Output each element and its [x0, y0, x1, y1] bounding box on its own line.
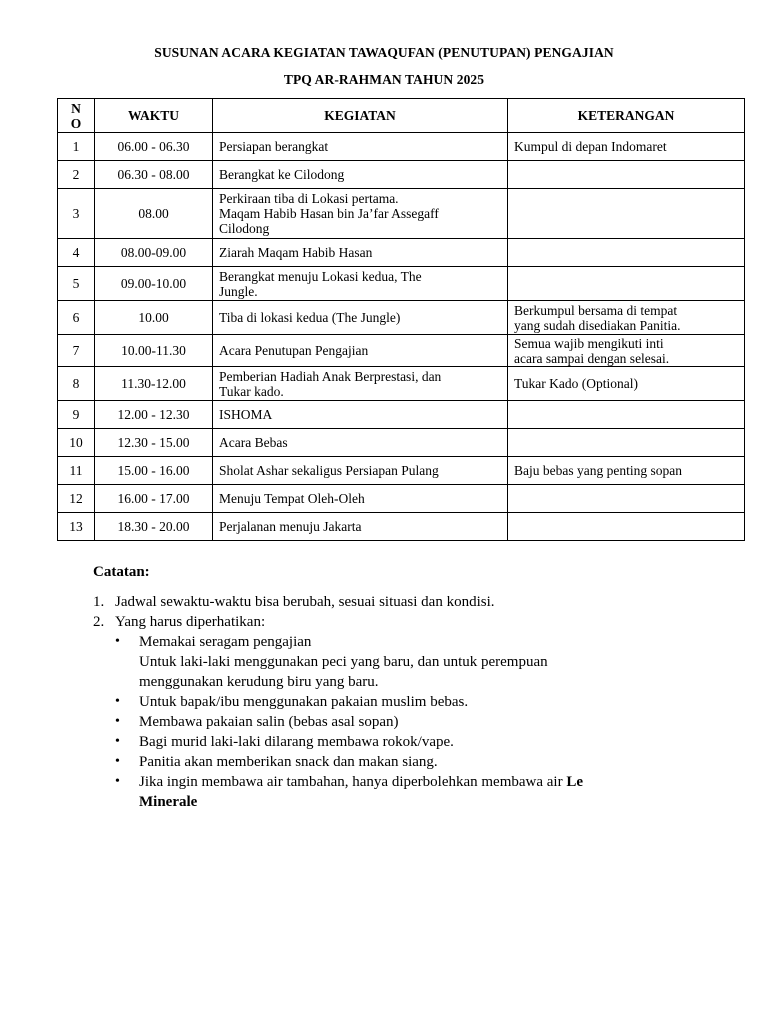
cell-no: 13	[58, 513, 95, 541]
cell-kegiatan	[213, 457, 508, 485]
cell-line: acara sampai dengan selesai.	[514, 350, 670, 366]
bullet-line: menggunakan kerudung biru yang baru.	[139, 674, 379, 690]
cell-line: Sholat Ashar sekaligus Persiapan Pulang	[219, 463, 439, 478]
header-waktu: WAKTU	[95, 99, 213, 133]
cell-no: 2	[58, 161, 95, 189]
cell-no: 1	[58, 133, 95, 161]
cell-waktu: 08.00-09.00	[95, 239, 213, 267]
cell-line: Maqam Habib Hasan bin Ja’far Assegaff	[219, 206, 439, 221]
table-header-row	[58, 99, 745, 133]
cell-kegiatan	[213, 485, 508, 513]
note-text: Yang harus diperhatikan:	[115, 614, 266, 630]
bullet-list	[93, 632, 693, 772]
cell-no: 7	[58, 335, 95, 367]
cell-keterangan	[508, 457, 745, 485]
note-number: 2.	[93, 614, 105, 630]
bullet-item	[93, 632, 693, 692]
note-item-2	[93, 612, 693, 632]
cell-waktu: 10.00	[95, 301, 213, 335]
table-row	[58, 189, 745, 239]
cell-waktu: 06.30 - 08.00	[95, 161, 213, 189]
cell-keterangan	[508, 401, 745, 429]
cell-waktu: 08.00	[95, 189, 213, 239]
cell-line: Perkiraan tiba di Lokasi pertama.	[219, 191, 399, 206]
note-number: 1.	[93, 594, 105, 610]
cell-line: Tukar Kado (Optional)	[514, 376, 638, 391]
cell-waktu: 12.00 - 12.30	[95, 401, 213, 429]
cell-kegiatan	[213, 401, 508, 429]
cell-no: 11	[58, 457, 95, 485]
cell-line: yang sudah disediakan Panitia.	[514, 317, 681, 333]
bullet-icon: •	[115, 774, 120, 789]
cell-line: Berkumpul bersama di tempat	[514, 302, 678, 318]
cell-keterangan	[508, 367, 745, 401]
bullet-icon: •	[115, 734, 120, 749]
cell-line: Acara Bebas	[219, 435, 288, 450]
table-row	[58, 335, 745, 367]
cell-kegiatan	[213, 239, 508, 267]
schedule-table	[57, 98, 745, 541]
brand-name-part2: Minerale	[139, 794, 198, 810]
cell-kegiatan	[213, 133, 508, 161]
bullet-item	[93, 772, 693, 812]
cell-line: Tukar kado.	[219, 383, 284, 399]
cell-line: Menuju Tempat Oleh-Oleh	[219, 491, 365, 506]
table-row	[58, 429, 745, 457]
bullet-line: Untuk laki-laki menggunakan peci yang baru, dan untuk perempuan	[139, 654, 548, 670]
header-no: N O	[58, 99, 95, 133]
cell-no: 10	[58, 429, 95, 457]
cell-line: Tiba di lokasi kedua (The Jungle)	[219, 310, 401, 325]
cell-kegiatan	[213, 161, 508, 189]
cell-waktu: 11.30-12.00	[95, 367, 213, 401]
bullet-item	[93, 732, 693, 752]
cell-line: ISHOMA	[219, 407, 273, 422]
table-row	[58, 367, 745, 401]
cell-no: 5	[58, 267, 95, 301]
cell-line: Cilodong	[219, 221, 270, 236]
cell-no: 4	[58, 239, 95, 267]
header-kegiatan: KEGIATAN	[213, 99, 508, 133]
table-row	[58, 239, 745, 267]
note-item-1	[93, 592, 693, 612]
bullet-item	[93, 752, 693, 772]
cell-waktu: 16.00 - 17.00	[95, 485, 213, 513]
bullet-text	[139, 712, 693, 732]
cell-line: Pemberian Hadiah Anak Berprestasi, dan	[219, 368, 442, 384]
notes-section	[93, 562, 693, 812]
cell-keterangan	[508, 335, 745, 367]
cell-no: 9	[58, 401, 95, 429]
cell-kegiatan	[213, 367, 508, 401]
cell-line: Ziarah Maqam Habib Hasan	[219, 245, 373, 260]
cell-no: 8	[58, 367, 95, 401]
bullet-icon: •	[115, 714, 120, 729]
bullet-icon: •	[115, 694, 120, 709]
bullet-text: Jika ingin membawa air tambahan, hanya diperbolehkan membawa air Le Minerale	[139, 774, 584, 810]
cell-no: 12	[58, 485, 95, 513]
bullet-line: Panitia akan memberikan snack dan makan siang.	[139, 754, 438, 770]
bullet-line: Bagi murid laki-laki dilarang membawa rokok/vape.	[139, 734, 454, 750]
bullet-item	[93, 692, 693, 712]
cell-waktu: 06.00 - 06.30	[95, 133, 213, 161]
note-text: Jadwal sewaktu-waktu bisa berubah, sesuai situasi dan kondisi.	[115, 594, 495, 610]
cell-line: Acara Penutupan Pengajian	[219, 343, 369, 358]
cell-line: Berangkat menuju Lokasi kedua, The	[219, 268, 422, 284]
cell-no: 3	[58, 189, 95, 239]
bullet-line: Memakai seragam pengajian	[139, 634, 312, 650]
notes-heading: Catatan:	[93, 564, 150, 580]
cell-line: Persiapan berangkat	[219, 139, 329, 154]
bullet-text	[139, 632, 693, 692]
table-body	[58, 133, 745, 541]
cell-kegiatan	[213, 335, 508, 367]
cell-line: Perjalanan menuju Jakarta	[219, 519, 362, 534]
bullet-text	[139, 692, 693, 712]
cell-waktu: 12.30 - 15.00	[95, 429, 213, 457]
bullet-text	[139, 732, 693, 752]
cell-waktu: 09.00-10.00	[95, 267, 213, 301]
cell-line: Baju bebas yang penting sopan	[514, 463, 682, 478]
table-row	[58, 133, 745, 161]
cell-line: Kumpul di depan Indomaret	[514, 139, 667, 154]
table-row	[58, 301, 745, 335]
bullet-line: Untuk bapak/ibu menggunakan pakaian muslim bebas.	[139, 694, 469, 710]
cell-waktu: 18.30 - 20.00	[95, 513, 213, 541]
cell-line: Jungle.	[219, 283, 258, 299]
cell-line: Berangkat ke Cilodong	[219, 167, 345, 182]
table-row	[58, 457, 745, 485]
cell-waktu: 10.00-11.30	[95, 335, 213, 367]
cell-line: Semua wajib mengikuti inti	[514, 335, 664, 351]
bullet-icon: •	[115, 754, 120, 769]
bullet-text	[139, 752, 693, 772]
cell-keterangan	[508, 267, 745, 301]
table-row	[58, 513, 745, 541]
cell-kegiatan	[213, 429, 508, 457]
cell-keterangan	[508, 301, 745, 335]
bullet-icon: •	[115, 634, 120, 649]
cell-keterangan	[508, 161, 745, 189]
cell-keterangan	[508, 189, 745, 239]
cell-keterangan	[508, 239, 745, 267]
document-subtitle: TPQ AR-RAHMAN TAHUN 2025	[283, 72, 485, 87]
table-row	[58, 267, 745, 301]
cell-no: 6	[58, 301, 95, 335]
table-row	[58, 485, 745, 513]
cell-keterangan	[508, 513, 745, 541]
cell-kegiatan	[213, 513, 508, 541]
header-keterangan: KETERANGAN	[508, 99, 745, 133]
bullet-item	[93, 712, 693, 732]
document-title: SUSUNAN ACARA KEGIATAN TAWAQUFAN (PENUTUPAN) PENGAJIAN	[154, 45, 614, 60]
cell-kegiatan	[213, 301, 508, 335]
cell-kegiatan	[213, 267, 508, 301]
bullet-line: Membawa pakaian salin (bebas asal sopan)	[139, 714, 399, 730]
cell-keterangan	[508, 485, 745, 513]
table-row	[58, 161, 745, 189]
cell-kegiatan	[213, 189, 508, 239]
table-row	[58, 401, 745, 429]
brand-name-part1: Le	[566, 774, 584, 790]
cell-waktu: 15.00 - 16.00	[95, 457, 213, 485]
cell-keterangan	[508, 133, 745, 161]
cell-keterangan	[508, 429, 745, 457]
